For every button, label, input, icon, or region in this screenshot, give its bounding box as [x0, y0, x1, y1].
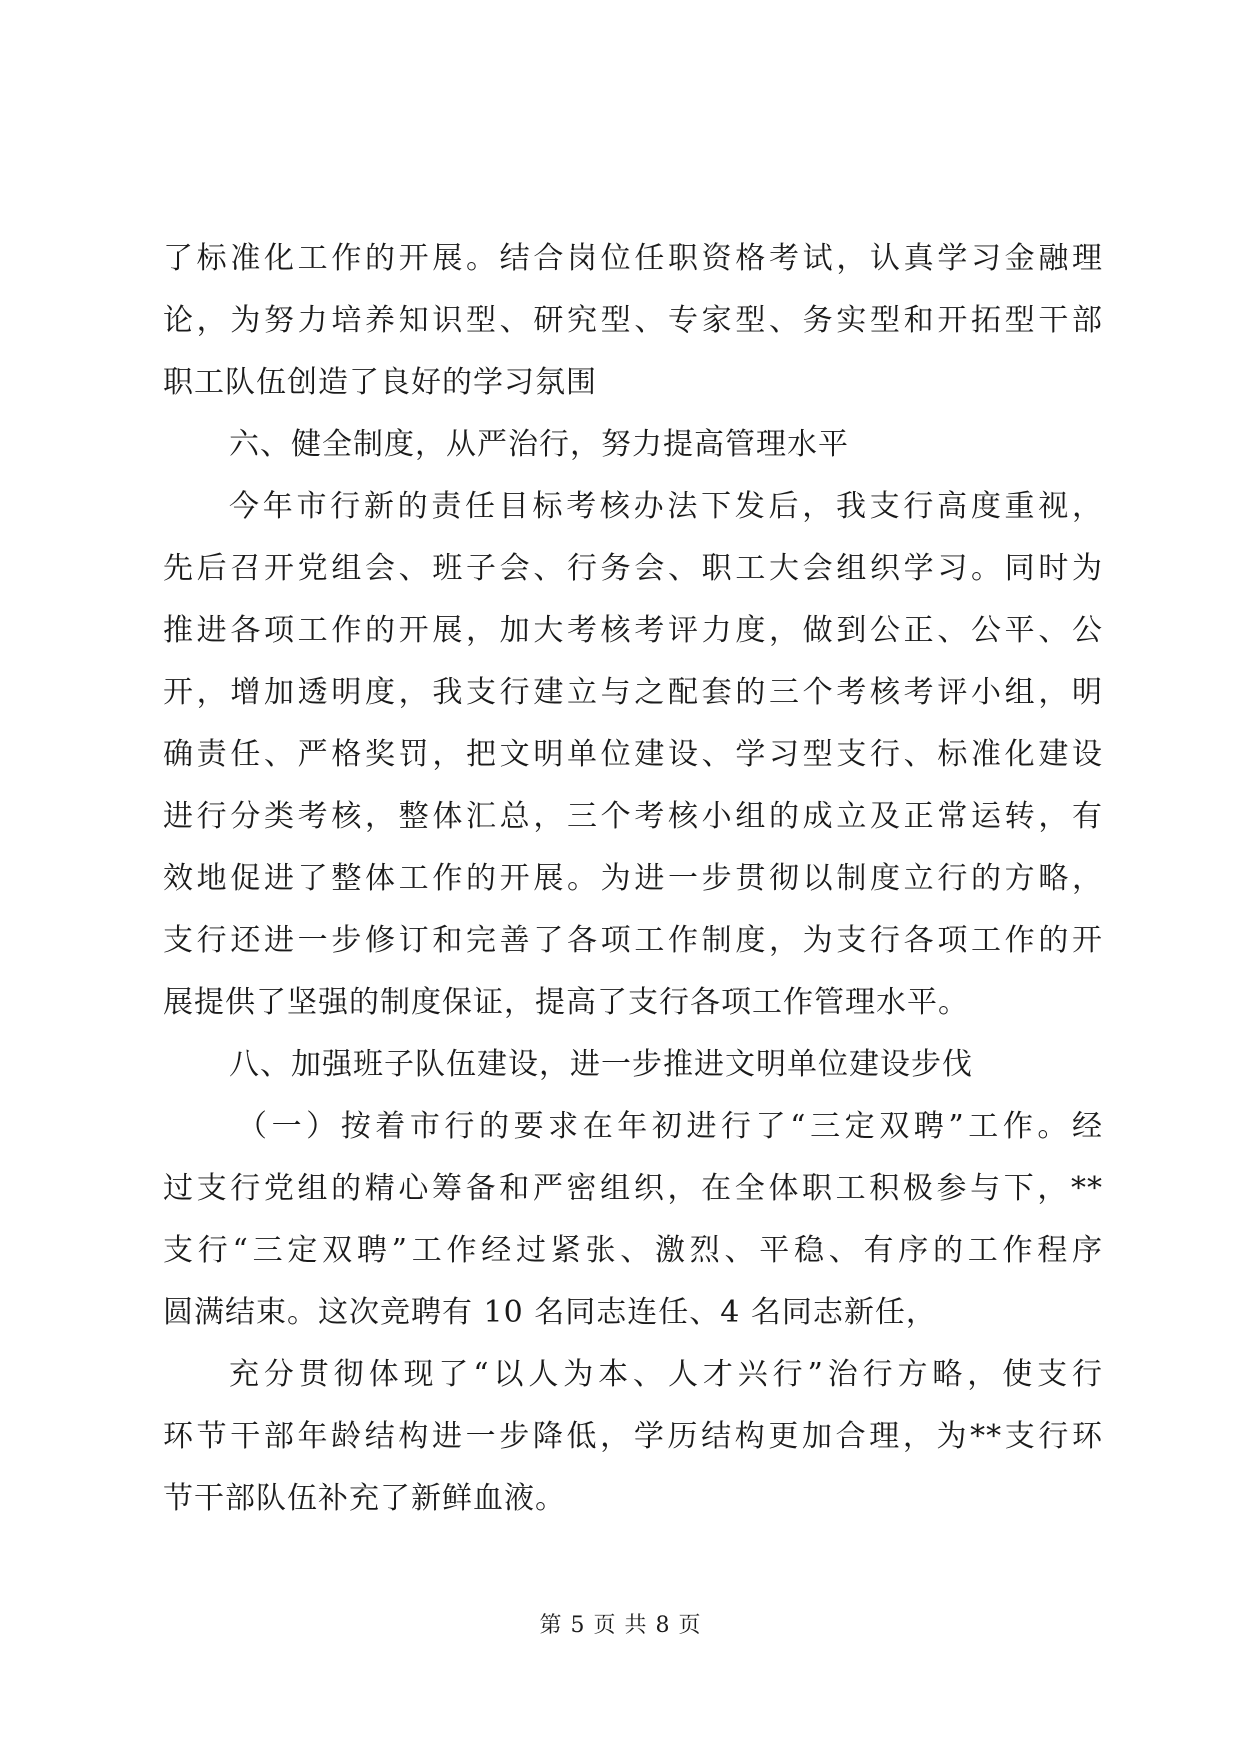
section-heading-8: 八、加强班子队伍建设，进一步推进文明单位建设步伐	[229, 1047, 973, 1082]
text-line: 节干部队伍补充了新鲜血液。	[163, 1481, 566, 1516]
document-body	[163, 228, 1103, 1530]
text-line: 推进各项工作的开展，加大考核考评力度，做到公正、公平、公	[163, 613, 1103, 648]
text-line: 今年市行新的责任目标考核办法下发后，我支行高度重视，	[229, 489, 1103, 524]
text-line: 支行还进一步修订和完善了各项工作制度，为支行各项工作的开	[163, 923, 1103, 958]
text-line: 论，为努力培养知识型、研究型、专家型、务实型和开拓型干部	[163, 303, 1103, 338]
text-line: 环节干部年龄结构进一步降低，学历结构更加合理，为**支行环	[163, 1419, 1103, 1454]
text-line: 圆满结束。这次竞聘有 10 名同志连任、4 名同志新任，	[163, 1295, 937, 1330]
page-number-footer: 第 5 页 共 8 页	[539, 1613, 702, 1638]
text-line: 效地促进了整体工作的开展。为进一步贯彻以制度立行的方略，	[163, 861, 1103, 896]
text-line: （一）按着市行的要求在年初进行了“三定双聘”工作。经	[237, 1109, 1103, 1144]
text-line: 开，增加透明度，我支行建立与之配套的三个考核考评小组，明	[163, 675, 1103, 710]
text-line: 了标准化工作的开展。结合岗位任职资格考试，认真学习金融理	[163, 241, 1103, 276]
text-line: 展提供了坚强的制度保证，提高了支行各项工作管理水平。	[163, 985, 969, 1020]
text-line: 进行分类考核，整体汇总，三个考核小组的成立及正常运转，有	[163, 799, 1103, 834]
text-line: 确责任、严格奖罚，把文明单位建设、学习型支行、标准化建设	[163, 737, 1103, 772]
text-line: 支行“三定双聘”工作经过紧张、激烈、平稳、有序的工作程序	[163, 1233, 1103, 1268]
text-line: 充分贯彻体现了“以人为本、人才兴行”治行方略，使支行	[229, 1357, 1103, 1392]
section-heading-6: 六、健全制度，从严治行，努力提高管理水平	[229, 427, 849, 462]
text-line: 过支行党组的精心筹备和严密组织，在全体职工积极参与下，**	[163, 1171, 1103, 1206]
text-line: 职工队伍创造了良好的学习氛围	[163, 365, 597, 400]
text-line: 先后召开党组会、班子会、行务会、职工大会组织学习。同时为	[163, 551, 1103, 586]
